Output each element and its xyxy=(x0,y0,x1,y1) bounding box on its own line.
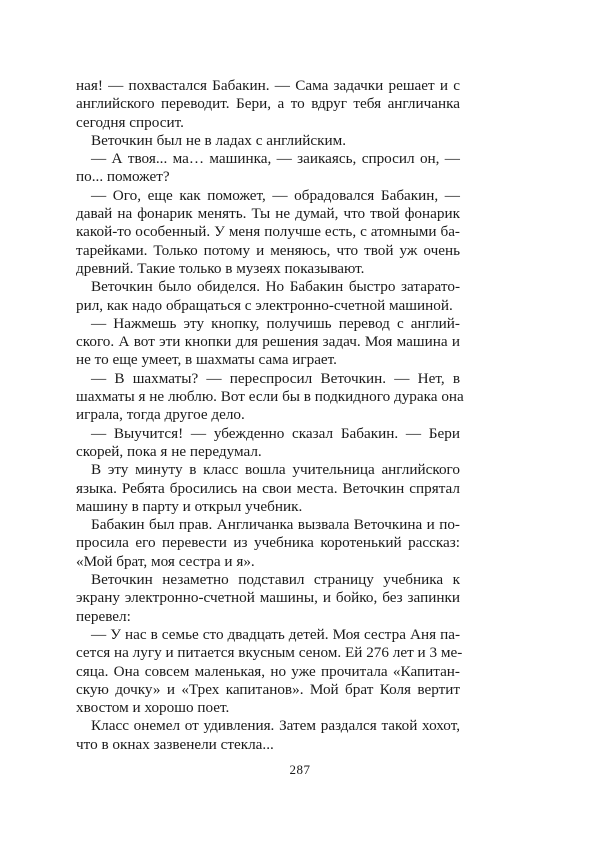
text-line: тарейками. Только потому и меняюсь, что твой уж очень xyxy=(76,241,460,259)
text-line: что в окнах зазвенели стекла... xyxy=(76,735,274,753)
text-line: хвостом и хорошо поет. xyxy=(76,699,230,717)
text-line: скорей, пока я не передумал. xyxy=(76,442,262,460)
text-line: перевел: xyxy=(76,607,131,625)
text-line: шахматы я не люблю. Вот если бы в подкидного дурака она xyxy=(76,388,464,406)
text-line: сется на лугу и питается вкусным сеном. Ей 276 лет и 3 ме- xyxy=(76,644,463,662)
text-line: машину в парту и открыл учебник. xyxy=(76,497,303,515)
text-line: — Нажмешь эту кнопку, получишь перевод с англий- xyxy=(91,314,460,332)
body-text xyxy=(76,77,464,754)
text-line: древний. Такие только в музеях показывают. xyxy=(76,259,365,277)
page-number: 287 xyxy=(289,762,311,777)
text-line: Веточкин незаметно подставил страницу учебника к xyxy=(91,571,460,589)
text-line: — Ого, еще как поможет, — обрадовался Бабакин, — xyxy=(91,186,460,204)
text-line: по... поможет? xyxy=(76,168,170,186)
text-line: ского. А вот эти кнопки для решения задач. Моя машина и xyxy=(76,333,460,351)
text-line: играла, тогда другое дело. xyxy=(76,406,245,424)
text-line: рил, как надо обращаться с электронно-счетной машиной. xyxy=(76,296,453,314)
text-line: скую дочку» и «Трех капитанов». Мой брат Коля вертит xyxy=(76,680,460,698)
text-line: — В шахматы? — переспросил Веточкин. — Нет, в xyxy=(91,369,460,387)
text-line: — Выучится! — убежденно сказал Бабакин. — Бери xyxy=(91,424,460,442)
text-line: «Мой брат, моя сестра и я». xyxy=(76,552,255,570)
text-line: Веточкин был не в ладах с английским. xyxy=(91,131,347,149)
text-line: сяца. Она совсем маленькая, но уже прочитала «Капитан- xyxy=(76,662,460,680)
text-line: какой-то особенный. У меня получше есть, с атомными ба- xyxy=(76,223,460,241)
text-line: ная! — похвастался Бабакин. — Сама задачки решает и с xyxy=(76,77,460,94)
text-line: — У нас в семье сто двадцать детей. Моя сестра Аня па- xyxy=(91,625,460,643)
text-line: экрану электронно-счетной машины, и бойко, без запинки xyxy=(76,589,460,607)
text-line: языка. Ребята бросились на свои места. Веточкин спрятал xyxy=(76,479,460,497)
text-line: давай на фонарик менять. Ты не думай, что твой фонарик xyxy=(76,205,460,223)
text-line: В эту минуту в класс вошла учительница английского xyxy=(91,461,460,479)
text-line: английского переводит. Бери, а то вдруг тебя англичанка xyxy=(76,95,460,113)
text-line: — А твоя... ма… машинка, — заикаясь, спросил он, — xyxy=(91,150,460,168)
text-line: Бабакин был прав. Англичанка вызвала Веточкина и по- xyxy=(91,516,460,534)
text-line: просила его перевести из учебника коротенький рассказ: xyxy=(76,534,460,552)
text-line: не то еще умеет, в шахматы сама играет. xyxy=(76,351,337,369)
text-line: сегодня спросит. xyxy=(76,113,184,131)
text-line: Веточкин было обиделся. Но Бабакин быстро затарато- xyxy=(91,278,460,296)
text-line: Класс онемел от удивления. Затем раздался такой хохот, xyxy=(91,717,460,735)
